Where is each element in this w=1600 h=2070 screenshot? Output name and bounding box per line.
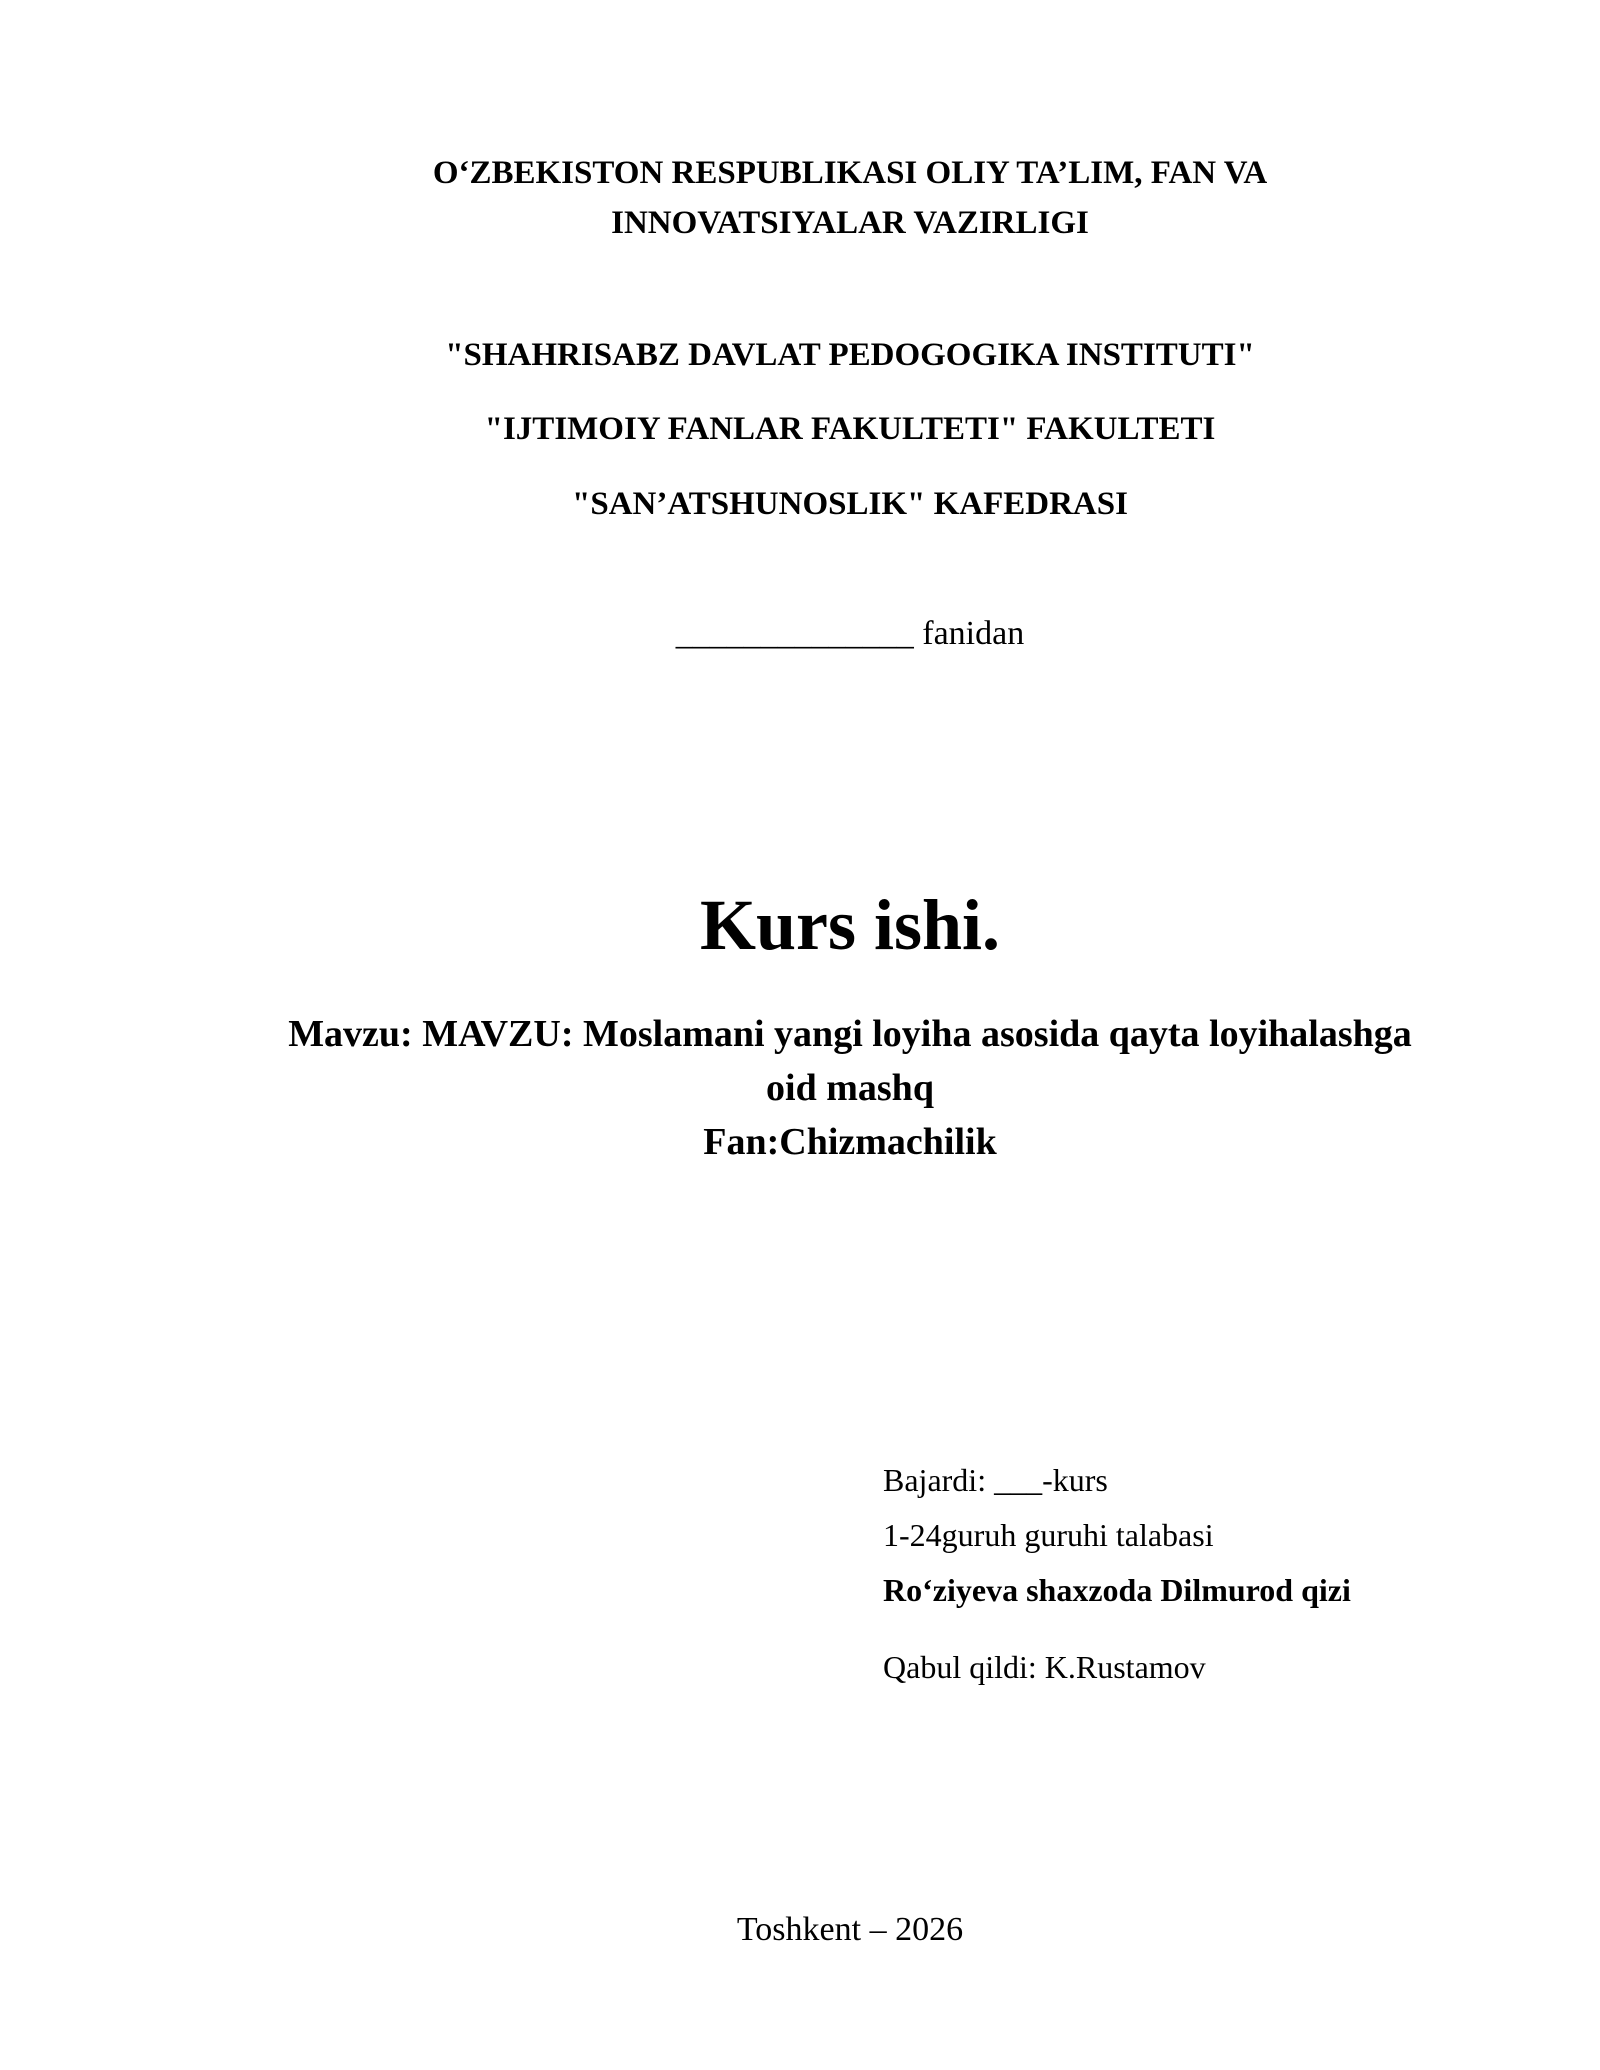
- subject-line: ______________ fanidan: [675, 615, 1025, 652]
- faculty-name: "IJTIMOIY FANLAR FAKULTETI" FAKULTETI: [484, 411, 1216, 447]
- topic-line-2: oid mashq: [766, 1067, 934, 1109]
- ministry-line-1: O‘ZBEKISTON RESPUBLIKASI OLIY TA’LIM, FAN VA: [432, 155, 1268, 191]
- institute-name: "SHAHRISABZ DAVLAT PEDOGOGIKA INSTITUTI": [445, 337, 1255, 373]
- document-title: Kurs ishi.: [699, 885, 1001, 965]
- accepted-by: Qabul qildi: K.Rustamov: [883, 1649, 1206, 1685]
- topic-block: [0, 1007, 1600, 1169]
- department-name: "SAN’ATSHUNOSLIK" KAFEDRASI: [572, 486, 1128, 522]
- city-year: Toshkent – 2026: [736, 1911, 964, 1948]
- ministry-heading: [0, 148, 1600, 248]
- performed-by: Bajardi: ___-kurs: [883, 1462, 1108, 1498]
- student-group: 1-24guruh guruhi talabasi: [883, 1517, 1214, 1553]
- student-name: Ro‘ziyeva shaxzoda Dilmurod qizi: [883, 1572, 1351, 1608]
- topic-line-1: Mavzu: MAVZU: Moslamani yangi loyiha asosida qayta loyihalashga: [288, 1013, 1412, 1055]
- ministry-line-2: INNOVATSIYALAR VAZIRLIGI: [611, 205, 1089, 241]
- subject-name: Fan:Chizmachilik: [703, 1121, 997, 1163]
